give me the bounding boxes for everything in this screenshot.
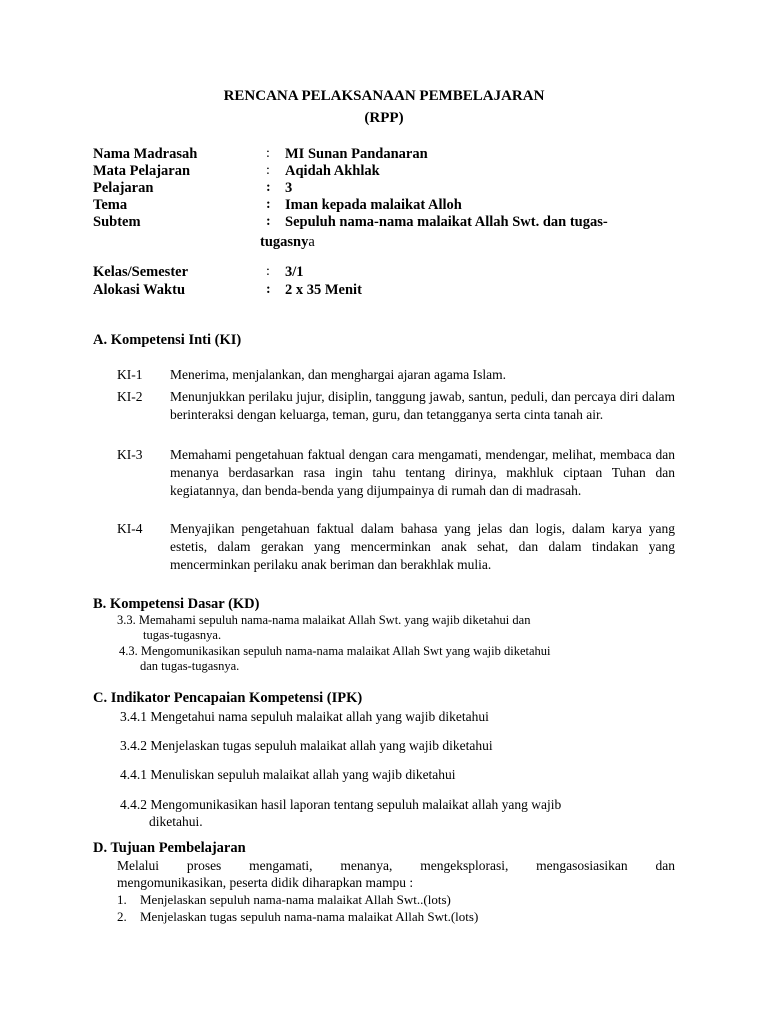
identity-colon: :	[266, 146, 270, 161]
ki-code: KI-3	[117, 447, 143, 462]
identity-row	[0, 282, 768, 300]
identity-label: Tema	[93, 197, 128, 213]
ipk-item: 3.4.1 Mengetahui nama sepuluh malaikat allah yang wajib diketahui	[120, 709, 489, 724]
identity-value-tail: a	[308, 234, 315, 250]
identity-value: Aqidah Akhlak	[285, 163, 380, 179]
ipk-item: 4.4.1 Menuliskan sepuluh malaikat allah yang wajib diketahui	[120, 767, 456, 782]
identity-colon: :	[266, 197, 271, 212]
identity-value: Iman kepada malaikat Alloh	[285, 197, 462, 213]
tp-item: Menjelaskan tugas sepuluh nama-nama malaikat Allah Swt.(lots)	[140, 909, 479, 924]
identity-row	[0, 214, 768, 232]
identity-value: 3/1	[285, 264, 304, 280]
identity-label: Alokasi Waktu	[93, 282, 186, 298]
ki-code: KI-2	[117, 389, 143, 404]
identity-colon: :	[266, 264, 270, 279]
ipk-item-cont: diketahui.	[149, 814, 203, 829]
ipk-item: 3.4.2 Menjelaskan tugas sepuluh malaikat allah yang wajib diketahui	[120, 738, 493, 753]
identity-label: Pelajaran	[93, 180, 154, 196]
identity-label: Kelas/Semester	[93, 264, 189, 280]
tp-item: Menjelaskan sepuluh nama-nama malaikat Allah Swt..(lots)	[140, 892, 451, 907]
ki-text: Menunjukkan perilaku jujur, disiplin, tanggung jawab, santun, peduli, dan percaya diri dalam berinteraksi dengan keluarga, teman, guru, dan tetangganya serta cinta tanah air.	[170, 389, 675, 422]
section-d-heading: D. Tujuan Pembelajaran	[93, 840, 246, 856]
ki-code: KI-4	[117, 521, 143, 536]
identity-value: Sepuluh nama-nama malaikat Allah Swt. dan tugas-	[285, 214, 608, 230]
identity-row	[0, 180, 768, 198]
ki-text: Memahami pengetahuan faktual dengan cara mengamati, mendengar, melihat, membaca dan menanya berdasarkan rasa ingin tahu tentang dirinya, makhluk ciptaan Tuhan dan kegiatannya, dan benda-benda yang dijumpainya di rumah dan di madrasah.	[170, 447, 675, 498]
identity-value: 2 x 35 Menit	[285, 282, 362, 298]
ki-text: Menyajikan pengetahuan faktual dalam bahasa yang jelas dan logis, dalam karya yang estetis, dalam gerakan yang mencerminkan anak sehat, dan dalam tindakan yang mencerminkan perilaku anak beriman dan berakhlak mulia.	[170, 521, 675, 572]
identity-value: MI Sunan Pandanaran	[285, 146, 428, 162]
identity-label: Subtem	[93, 214, 141, 230]
identity-value: 3	[285, 180, 293, 196]
kd-item-cont: dan tugas-tugasnya.	[140, 659, 240, 673]
section-c-heading: C. Indikator Pencapaian Kompetensi (IPK)	[93, 690, 363, 706]
identity-row	[0, 264, 768, 282]
kd-item: 3.3. Memahami sepuluh nama-nama malaikat Allah Swt. yang wajib diketahui dan	[117, 613, 531, 627]
section-b-heading: B. Kompetensi Dasar (KD)	[93, 596, 260, 612]
tp-intro-cont: mengomunikasikan, peserta didik diharapkan mampu :	[117, 875, 414, 890]
identity-row	[0, 163, 768, 181]
document-subtitle: (RPP)	[364, 110, 404, 126]
section-a-heading: A. Kompetensi Inti (KI)	[93, 332, 242, 348]
tp-number: 1.	[117, 892, 127, 907]
identity-colon: :	[266, 163, 270, 178]
tp-number: 2.	[117, 909, 127, 924]
identity-row	[0, 146, 768, 164]
identity-colon: :	[266, 180, 271, 195]
identity-row	[0, 197, 768, 215]
kd-item-cont: tugas-tugasnya.	[143, 628, 222, 642]
identity-value-cont: tugasny	[260, 234, 309, 250]
ki-text: Menerima, menjalankan, dan menghargai ajaran agama Islam.	[170, 367, 506, 382]
ipk-item: 4.4.2 Mengomunikasikan hasil laporan tentang sepuluh malaikat allah yang wajib	[120, 797, 562, 812]
identity-colon: :	[266, 214, 271, 229]
identity-value-continuation	[260, 234, 315, 251]
ki-code: KI-1	[117, 367, 143, 382]
identity-label: Nama Madrasah	[93, 146, 198, 162]
tp-intro: Melalui proses mengamati, menanya, mengeksplorasi, mengasosiasikan dan	[117, 858, 675, 873]
kd-item: 4.3. Mengomunikasikan sepuluh nama-nama malaikat Allah Swt yang wajib diketahui	[119, 644, 551, 658]
document-title: RENCANA PELAKSANAAN PEMBELAJARAN	[223, 88, 545, 104]
identity-label: Mata Pelajaran	[93, 163, 191, 179]
identity-colon: :	[266, 282, 271, 297]
